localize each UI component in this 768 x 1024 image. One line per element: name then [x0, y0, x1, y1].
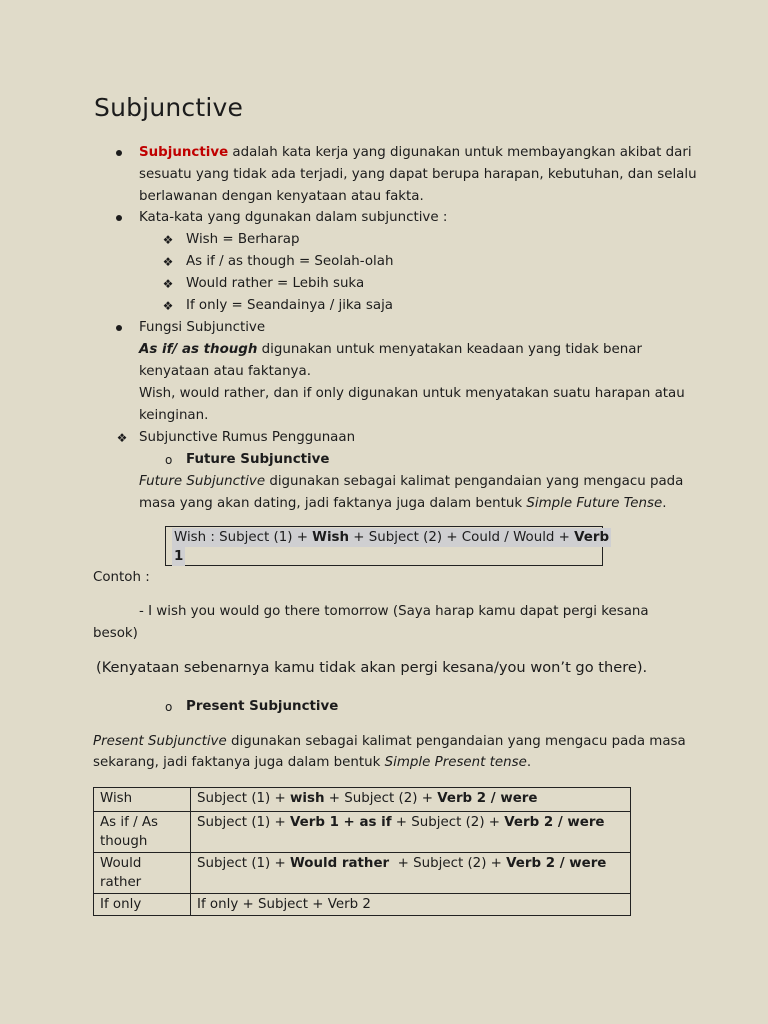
future-emphasis: Future Subjunctive [139, 474, 266, 489]
table-cell-formula [191, 812, 631, 853]
present-line-1 [93, 731, 686, 753]
hollow-circle-icon: o [165, 453, 173, 467]
future-formula-box [165, 526, 610, 566]
as-if-emphasis: As if/ as though [139, 342, 258, 357]
table-cell-type: As if / As though [94, 812, 191, 853]
contoh-line-2: besok) [93, 626, 138, 641]
present-subjunctive-label: Present Subjunctive [186, 699, 339, 714]
formula-part: Subject (1) + [197, 815, 291, 830]
four-diamond-icon: ❖ [162, 277, 174, 291]
present-emphasis: Present Subjunctive [93, 734, 227, 749]
future-line-2-end: . [662, 496, 667, 511]
page-title: Subjunctive [94, 93, 244, 122]
formula-part: Subject (1) + [197, 791, 291, 806]
fungsi-line-1 [139, 339, 642, 361]
table-cell-formula [191, 853, 631, 894]
hollow-circle-icon: o [165, 700, 173, 714]
formula-part: If only + Subject + Verb 2 [197, 897, 371, 912]
formula-part: Verb 1 + as if [290, 815, 392, 830]
formula-part: Verb 2 / were [437, 791, 538, 806]
present-line-2-text: sekarang, jadi faktanya juga dalam bentuk [93, 755, 385, 770]
word-item: Would rather = Lebih suka [186, 276, 365, 291]
table-row [94, 812, 631, 853]
present-line-2-end: . [526, 755, 532, 770]
contoh-line-1: - I wish you would go there tomorrow (Saya harap kamu dapat pergi kesana [139, 604, 649, 619]
contoh-label: Contoh : [93, 570, 150, 585]
table-cell-formula [191, 894, 631, 916]
words-heading: Kata-kata yang dgunakan dalam subjunctive : [139, 210, 448, 225]
subjunctive-term: Subjunctive [139, 145, 229, 160]
word-item: Wish = Berharap [186, 232, 300, 247]
future-subjunctive-label: Future Subjunctive [186, 452, 330, 467]
future-line-1 [139, 471, 683, 493]
formula-line-1 [172, 528, 611, 547]
simple-future-tense: Simple Future Tense [526, 496, 663, 511]
formula-part: Verb 2 / were [506, 856, 607, 871]
simple-present-tense: Simple Present tense [384, 755, 527, 770]
word-item: As if / as though = Seolah-olah [186, 254, 394, 269]
word-item: If only = Seandainya / jika saja [186, 298, 394, 313]
present-line-1-text: digunakan sebagai kalimat pengandaian yang mengacu pada masa [226, 734, 686, 749]
formula-verb: Verb [574, 530, 610, 545]
formula-part: + Subject (2) + [389, 856, 507, 871]
bullet-icon [116, 150, 122, 156]
present-line-2 [93, 752, 531, 774]
formula-part: Subject (1) + [197, 856, 291, 871]
fungsi-line-4: keinginan. [139, 408, 209, 423]
four-diamond-icon: ❖ [162, 299, 174, 313]
table-cell-type: Would rather [94, 853, 191, 894]
formula-wish: Wish [312, 530, 350, 545]
fungsi-heading: Fungsi Subjunctive [139, 320, 266, 335]
formula-part: wish [290, 791, 325, 806]
table-row [94, 853, 631, 894]
intro-line-2: sesuatu yang tidak ada terjadi, yang dapat berupa harapan, kebutuhan, dan selalu [139, 167, 697, 182]
formula-part: Would rather [290, 856, 390, 871]
intro-line-3: berlawanan dengan kenyataan atau fakta. [139, 189, 424, 204]
table-cell-formula [191, 788, 631, 812]
bullet-icon [116, 325, 122, 331]
fungsi-line-3: Wish, would rather, dan if only digunakan untuk menyatakan suatu harapan atau [139, 386, 685, 401]
table-row [94, 894, 631, 916]
future-line-2-text: masa yang akan dating, jadi faktanya juga dalam bentuk [139, 496, 527, 511]
table-cell-type: Wish [94, 788, 191, 812]
formula-part: Wish : Subject (1) + [174, 530, 313, 545]
future-line-2 [139, 493, 667, 515]
future-line-1-text: digunakan sebagai kalimat pengandaian yang mengacu pada [265, 474, 684, 489]
intro-line-1-text: adalah kata kerja yang digunakan untuk membayangkan akibat dari [228, 145, 692, 160]
table-row [94, 788, 631, 812]
four-diamond-icon: ❖ [116, 431, 128, 445]
fungsi-line-1-text: digunakan untuk menyatakan keadaan yang tidak benar [257, 342, 642, 357]
formula-line-2: 1 [174, 549, 184, 564]
present-subjunctive-table [93, 787, 631, 916]
formula-part: + Subject (2) + Could / Would + [349, 530, 575, 545]
bullet-icon [116, 215, 122, 221]
table-cell-type: If only [94, 894, 191, 916]
contoh-fact: (Kenyataan sebenarnya kamu tidak akan pergi kesana/you won’t go there). [96, 659, 648, 676]
intro-line-1 [139, 142, 692, 164]
four-diamond-icon: ❖ [162, 255, 174, 269]
rumus-heading: Subjunctive Rumus Penggunaan [139, 430, 356, 445]
formula-part: + Subject (2) + [391, 815, 505, 830]
fungsi-line-2: kenyataan atau faktanya. [139, 364, 311, 379]
formula-part: + Subject (2) + [324, 791, 438, 806]
formula-part: Verb 2 / were [504, 815, 605, 830]
four-diamond-icon: ❖ [162, 233, 174, 247]
